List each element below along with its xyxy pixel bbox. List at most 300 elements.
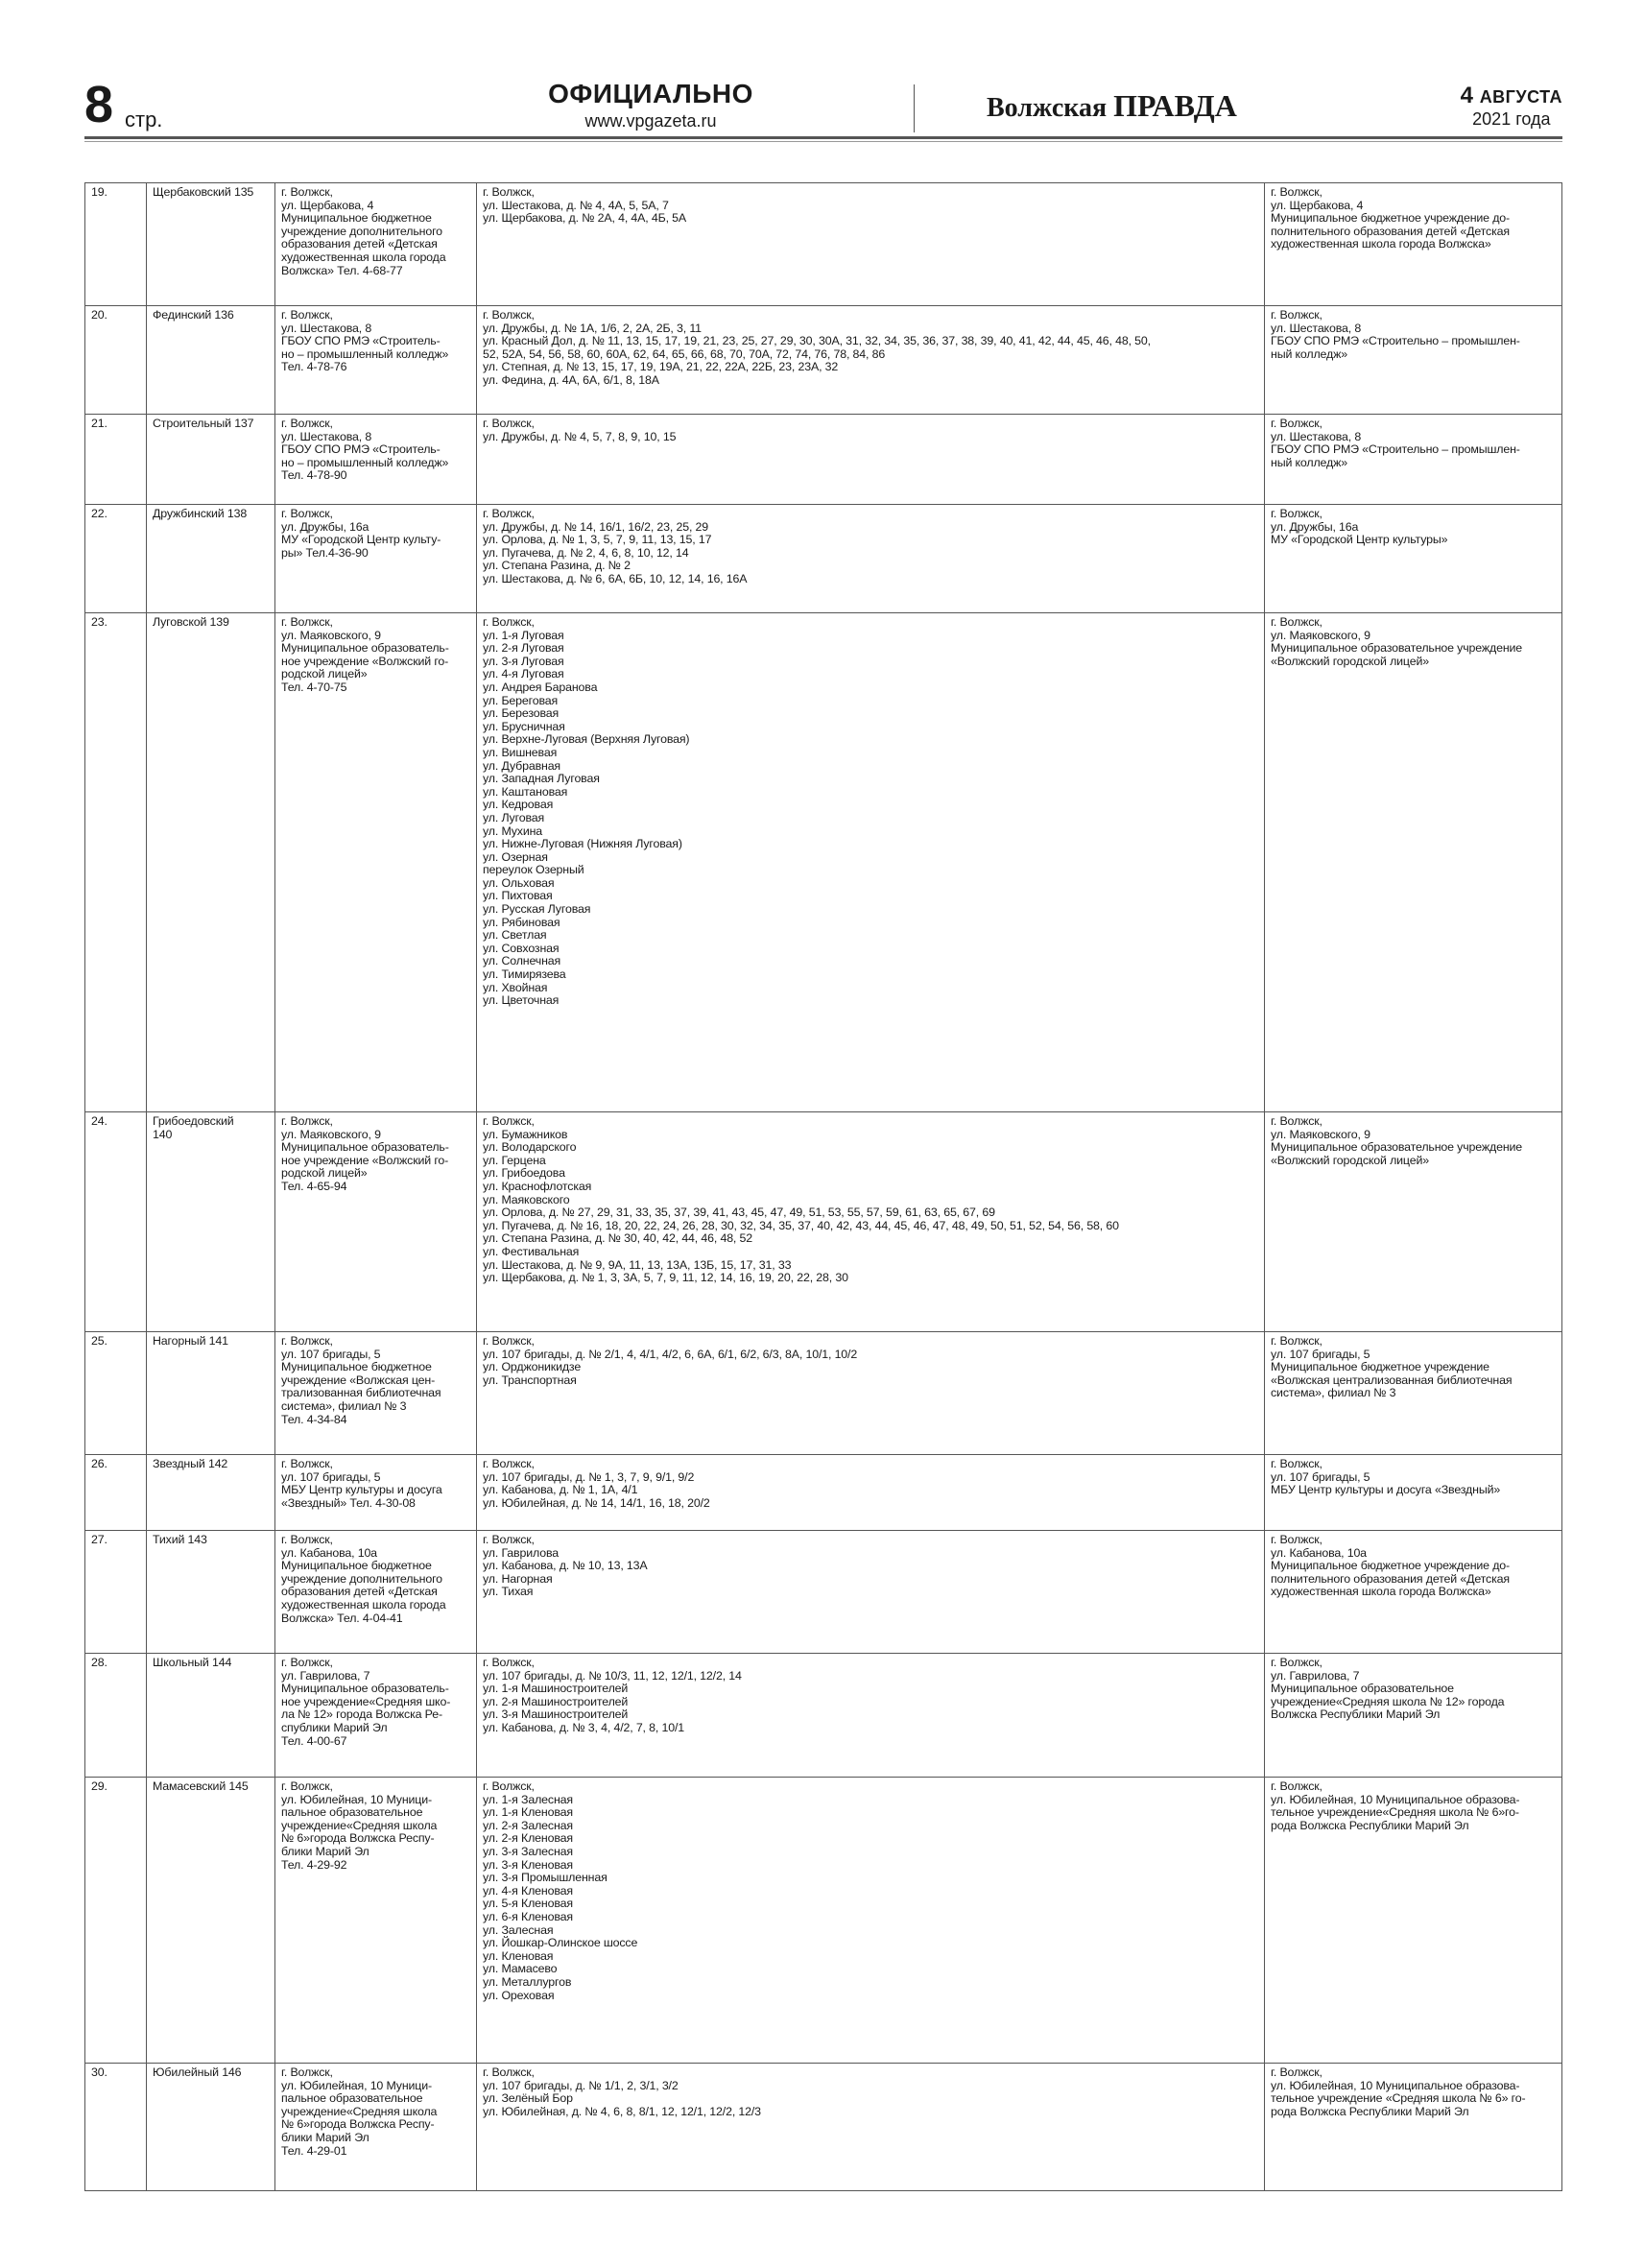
commission-location-line: ул. Кабанова, 10а	[1271, 1545, 1367, 1560]
district-streets-line: г. Волжск,	[483, 1656, 535, 1669]
page-label: стр.	[125, 107, 163, 131]
district-name-line: Звездный 142	[153, 1457, 228, 1470]
district-streets-line: ул. Нижне-Луговая (Нижняя Луговая)	[483, 837, 682, 851]
voting-place-line: г. Волжск,	[281, 1334, 333, 1348]
commission-location-line: ГБОУ СПО РМЭ «Строительно – промышлен-	[1271, 334, 1520, 348]
district-streets-line: ул. Залесная	[483, 1922, 554, 1937]
row-number-cell	[85, 1112, 147, 1332]
district-streets-line: ул. Бумажников	[483, 1127, 568, 1141]
voting-place-cell	[275, 415, 477, 505]
voting-place-line: ла № 12» города Волжска Ре-	[281, 1707, 442, 1722]
district-streets-line: ул. Нагорная	[483, 1571, 553, 1586]
voting-place-line: Тел. 4-70-75	[281, 680, 347, 694]
table-row	[85, 2064, 1562, 2191]
commission-location-line: г. Волжск,	[1271, 507, 1322, 520]
district-streets-line: ул. Дубравная	[483, 758, 560, 773]
commission-location-line: МУ «Городской Центр культуры»	[1271, 533, 1448, 547]
voting-place-line: система», филиал № 3	[281, 1398, 407, 1413]
row-number-cell	[85, 1332, 147, 1455]
district-name-line: Щербаковский 135	[153, 185, 254, 199]
voting-place-line: Муниципальное бюджетное	[281, 1360, 432, 1374]
date-day: 4	[1460, 83, 1474, 108]
district-streets-cell	[477, 505, 1265, 613]
voting-place-line: Тел. 4-78-76	[281, 360, 347, 374]
row-number-cell	[85, 2064, 147, 2191]
district-streets-line: ул. 107 бригады, д. № 1/1, 2, 3/1, 3/2	[483, 2078, 679, 2092]
date-year: 2021 года	[1472, 109, 1551, 129]
district-streets-line: ул. Степана Разина, д. № 30, 40, 42, 44, 46, 48, 52	[483, 1231, 753, 1246]
district-streets-cell	[477, 1531, 1265, 1654]
voting-place-line: ное учреждение «Волжский го-	[281, 1153, 449, 1167]
district-name-line: Тихий 143	[153, 1533, 207, 1546]
commission-location-line: «Волжская централизованная библиотечная	[1271, 1373, 1513, 1387]
district-streets-line: ул. Пугачева, д. № 16, 18, 20, 22, 24, 26, 28, 30, 32, 34, 35, 37, 40, 42, 43, 44, 45, 46, 47, 48, 49, 50, 51, 52, 54, 56, 58, 60	[483, 1218, 1119, 1232]
row-number-cell	[85, 1455, 147, 1531]
district-streets-line: ул. Йошкар-Олинское шоссе	[483, 1936, 638, 1950]
masthead-title: ПРАВДА	[1113, 88, 1237, 123]
district-streets-line: ул. Береговая	[483, 693, 559, 707]
commission-location-line: ул. Маяковского, 9	[1271, 628, 1370, 642]
district-streets-line: ул. Кабанова, д. № 3, 4, 4/2, 7, 8, 10/1	[483, 1720, 684, 1734]
header-rule-thin	[84, 141, 1562, 142]
commission-location-line: г. Волжск,	[1271, 308, 1322, 322]
district-streets-line: г. Волжск,	[483, 1533, 535, 1546]
district-streets-line: ул. 2-я Залесная	[483, 1818, 573, 1832]
district-streets-line: ул. Тихая	[483, 1585, 534, 1599]
voting-place-line: ул. Дружбы, 16а	[281, 519, 369, 534]
commission-location-line: Муниципальное образовательное	[1271, 1682, 1454, 1696]
district-streets-line: ул. Кабанова, д. № 10, 13, 13А	[483, 1559, 648, 1573]
commission-location-line: рода Волжска Республики Марий Эл	[1271, 1818, 1469, 1832]
voting-place-line: ул. Юбилейная, 10 Муници-	[281, 2078, 432, 2092]
row-number: 19.	[91, 185, 107, 199]
commission-location-line: г. Волжск,	[1271, 1533, 1322, 1546]
table-row	[85, 613, 1562, 1112]
district-streets-line: ул. Мамасево	[483, 1962, 558, 1976]
commission-location-cell	[1265, 505, 1562, 613]
voting-place-cell	[275, 1654, 477, 1778]
district-streets-line: ул. Светлая	[483, 928, 547, 943]
table-row	[85, 1455, 1562, 1531]
commission-location-line: г. Волжск,	[1271, 1457, 1322, 1470]
row-number: 22.	[91, 507, 107, 520]
district-name-cell	[147, 183, 275, 306]
row-number-cell	[85, 1531, 147, 1654]
district-streets-line: ул. 1-я Кленовая	[483, 1805, 573, 1820]
district-streets-line: ул. Транспортная	[483, 1373, 577, 1387]
table-row	[85, 1654, 1562, 1778]
masthead-city: Волжская	[987, 93, 1114, 123]
commission-location-line: учреждение«Средняя школа № 12» города	[1271, 1694, 1505, 1708]
district-name-line: Нагорный 141	[153, 1334, 228, 1348]
voting-place-line: Тел. 4-78-90	[281, 468, 347, 483]
commission-location-line: ул. Гаврилова, 7	[1271, 1668, 1360, 1683]
table-row	[85, 505, 1562, 613]
district-streets-cell	[477, 1778, 1265, 2064]
site-url: www.vpgazeta.ru	[584, 111, 717, 131]
district-streets-line: ул. Степная, д. № 13, 15, 17, 19, 19А, 21, 22, 22А, 22Б, 23, 23А, 32	[483, 360, 839, 374]
district-streets-line: ул. Грибоедова	[483, 1166, 565, 1181]
district-streets-line: г. Волжск,	[483, 615, 535, 629]
polling-stations-table	[84, 182, 1562, 2191]
header-rule-thick	[84, 136, 1562, 139]
district-streets-line: ул. Солнечная	[483, 954, 561, 968]
commission-location-line: ул. Шестакова, 8	[1271, 321, 1362, 335]
commission-location-line: Муниципальное образовательное учреждение	[1271, 1140, 1523, 1155]
voting-place-line: г. Волжск,	[281, 1114, 333, 1128]
district-streets-line: ул. 3-я Залесная	[483, 1844, 573, 1858]
voting-place-line: г. Волжск,	[281, 2065, 333, 2079]
commission-location-line: художественная школа города Волжска»	[1271, 1585, 1491, 1599]
voting-place-line: ул. Юбилейная, 10 Муници-	[281, 1792, 432, 1806]
table-row	[85, 1332, 1562, 1455]
commission-location-cell	[1265, 1778, 1562, 2064]
voting-place-line: № 6»города Волжска Респу-	[281, 2117, 435, 2132]
commission-location-cell	[1265, 2064, 1562, 2191]
issue-date	[1461, 83, 1562, 130]
row-number-cell	[85, 505, 147, 613]
voting-place-line: Муниципальное бюджетное	[281, 211, 432, 226]
voting-place-line: г. Волжск,	[281, 507, 333, 520]
voting-place-line: МУ «Городской Центр культу-	[281, 533, 441, 547]
newspaper-masthead	[987, 88, 1237, 124]
voting-place-cell	[275, 306, 477, 415]
district-streets-line: ул. Герцена	[483, 1153, 546, 1167]
voting-place-line: Муниципальное образователь-	[281, 1140, 449, 1155]
district-name-cell	[147, 1778, 275, 2064]
voting-place-line: МБУ Центр культуры и досуга	[281, 1483, 442, 1497]
voting-place-line: блики Марий Эл	[281, 1844, 369, 1858]
voting-place-line: блики Марий Эл	[281, 2130, 369, 2144]
district-streets-line: ул. 4-я Луговая	[483, 667, 564, 681]
commission-location-line: ул. Щербакова, 4	[1271, 198, 1364, 212]
district-streets-line: ул. Щербакова, д. № 2А, 4, 4А, 4Б, 5А	[483, 211, 687, 226]
district-name-cell	[147, 2064, 275, 2191]
district-streets-line: ул. 3-я Машиностроителей	[483, 1707, 629, 1722]
commission-location-cell	[1265, 306, 1562, 415]
voting-place-line: г. Волжск,	[281, 1457, 333, 1470]
district-name-cell	[147, 306, 275, 415]
district-streets-line: ул. Володарского	[483, 1140, 577, 1155]
district-name-cell	[147, 1654, 275, 1778]
voting-place-line: Тел. 4-65-94	[281, 1179, 347, 1193]
commission-location-line: тельное учреждение«Средняя школа № 6»го-	[1271, 1805, 1519, 1820]
row-number-cell	[85, 1654, 147, 1778]
district-name-line: Мамасевский 145	[153, 1779, 249, 1793]
voting-place-line: г. Волжск,	[281, 417, 333, 430]
commission-location-line: ул. Юбилейная, 10 Муниципальное образова-	[1271, 2078, 1520, 2092]
voting-place-cell	[275, 2064, 477, 2191]
commission-location-cell	[1265, 1332, 1562, 1455]
district-streets-line: ул. Шестакова, д. № 4, 4А, 5, 5А, 7	[483, 198, 669, 212]
voting-place-line: ул. Гаврилова, 7	[281, 1668, 370, 1683]
commission-location-line: «Волжский городской лицей»	[1271, 654, 1429, 668]
district-streets-line: ул. Шестакова, д. № 9, 9А, 11, 13, 13А, 13Б, 15, 17, 31, 33	[483, 1257, 792, 1272]
district-streets-cell	[477, 415, 1265, 505]
row-number: 25.	[91, 1334, 107, 1348]
district-streets-line: ул. Зелёный Бор	[483, 2091, 573, 2106]
district-name-line: 140	[153, 1127, 173, 1141]
table-row	[85, 1778, 1562, 2064]
commission-location-line: «Волжский городской лицей»	[1271, 1153, 1429, 1167]
voting-place-line: но – промышленный колледж»	[281, 455, 449, 469]
commission-location-line: Муниципальное бюджетное учреждение	[1271, 1360, 1489, 1374]
commission-location-line: г. Волжск,	[1271, 417, 1322, 430]
district-streets-line: ул. Верхне-Луговая (Верхняя Луговая)	[483, 732, 690, 747]
district-name-cell	[147, 415, 275, 505]
voting-place-line: Тел. 4-34-84	[281, 1412, 347, 1426]
district-streets-cell	[477, 1654, 1265, 1778]
district-streets-line: ул. Озерная	[483, 849, 548, 864]
commission-location-line: Волжска Республики Марий Эл	[1271, 1707, 1441, 1722]
voting-place-cell	[275, 1332, 477, 1455]
district-streets-line: ул. 2-я Кленовая	[483, 1831, 573, 1846]
voting-place-line: г. Волжск,	[281, 1656, 333, 1669]
commission-location-line: художественная школа города Волжска»	[1271, 237, 1491, 251]
district-streets-line: г. Волжск,	[483, 1779, 535, 1793]
voting-place-line: № 6»города Волжска Респу-	[281, 1831, 435, 1846]
district-name-cell	[147, 1531, 275, 1654]
district-streets-cell	[477, 1112, 1265, 1332]
voting-place-line: ул. 107 бригады, 5	[281, 1469, 381, 1484]
district-streets-cell	[477, 613, 1265, 1112]
district-streets-line: ул. Вишневая	[483, 745, 558, 759]
district-streets-cell	[477, 306, 1265, 415]
commission-location-cell	[1265, 415, 1562, 505]
district-streets-line: ул. Западная Луговая	[483, 772, 600, 786]
district-streets-line: ул. Дружбы, д. № 1А, 1/6, 2, 2А, 2Б, 3, 11	[483, 321, 702, 335]
page-header	[84, 77, 1562, 140]
district-streets-line: ул. Кабанова, д. № 1, 1А, 4/1	[483, 1483, 638, 1497]
voting-place-cell	[275, 505, 477, 613]
commission-location-line: г. Волжск,	[1271, 1779, 1322, 1793]
voting-place-line: ул. 107 бригады, 5	[281, 1347, 381, 1361]
district-streets-line: переулок Озерный	[483, 863, 584, 877]
voting-place-line: г. Волжск,	[281, 1779, 333, 1793]
voting-place-cell	[275, 1531, 477, 1654]
table-row	[85, 1112, 1562, 1332]
voting-place-cell	[275, 1455, 477, 1531]
district-streets-line: ул. Хвойная	[483, 980, 548, 994]
row-number: 27.	[91, 1533, 107, 1546]
table-row	[85, 1531, 1562, 1654]
row-number: 29.	[91, 1779, 107, 1793]
voting-place-line: художественная школа города	[281, 1597, 446, 1611]
voting-place-line: Тел. 4-00-67	[281, 1733, 347, 1748]
voting-place-line: «Звездный» Тел. 4-30-08	[281, 1495, 416, 1510]
voting-place-line: родской лицей»	[281, 667, 368, 681]
voting-place-line: ул. Маяковского, 9	[281, 628, 381, 642]
district-streets-cell	[477, 1332, 1265, 1455]
voting-place-line: образования детей «Детская	[281, 237, 438, 251]
voting-place-line: учреждение дополнительного	[281, 224, 442, 238]
commission-location-line: ул. Маяковского, 9	[1271, 1127, 1370, 1141]
district-name-cell	[147, 1112, 275, 1332]
row-number-cell	[85, 306, 147, 415]
district-streets-line: г. Волжск,	[483, 417, 535, 430]
commission-location-line: ГБОУ СПО РМЭ «Строительно – промышлен-	[1271, 442, 1520, 457]
commission-location-line: Муниципальное бюджетное учреждение до-	[1271, 1559, 1510, 1573]
district-streets-line: ул. Мухина	[483, 824, 543, 838]
voting-place-cell	[275, 613, 477, 1112]
district-streets-cell	[477, 2064, 1265, 2191]
voting-place-line: Муниципальное образователь-	[281, 641, 449, 656]
voting-place-line: родской лицей»	[281, 1166, 368, 1181]
district-streets-line: ул. Орджоникидзе	[483, 1360, 582, 1374]
commission-location-line: Муниципальное образовательное учреждение	[1271, 641, 1523, 656]
commission-location-line: рода Волжска Республики Марий Эл	[1271, 2104, 1469, 2118]
district-streets-line: ул. Каштановая	[483, 784, 568, 799]
voting-place-line: учреждение«Средняя школа	[281, 1818, 438, 1832]
commission-location-cell	[1265, 613, 1562, 1112]
district-streets-line: ул. Андрея Баранова	[483, 680, 598, 694]
header-divider	[914, 84, 915, 132]
district-streets-line: ул. 6-я Кленовая	[483, 1909, 573, 1923]
voting-place-line: пальное образовательное	[281, 1805, 423, 1820]
row-number-cell	[85, 183, 147, 306]
commission-location-line: Муниципальное бюджетное учреждение до-	[1271, 211, 1510, 226]
district-streets-line: ул. Кедровая	[483, 798, 554, 812]
commission-location-line: г. Волжск,	[1271, 1114, 1322, 1128]
district-streets-line: ул. 1-я Залесная	[483, 1792, 573, 1806]
row-number: 26.	[91, 1457, 107, 1470]
commission-location-line: ул. 107 бригады, 5	[1271, 1347, 1370, 1361]
voting-place-line: г. Волжск,	[281, 308, 333, 322]
district-streets-line: г. Волжск,	[483, 2065, 535, 2079]
table-row	[85, 415, 1562, 505]
voting-place-line: ры» Тел.4-36-90	[281, 545, 369, 560]
district-streets-line: ул. Совхозная	[483, 941, 560, 955]
district-streets-line: ул. Фестивальная	[483, 1244, 580, 1258]
row-number-cell	[85, 1778, 147, 2064]
district-streets-line: ул. Березовая	[483, 706, 560, 721]
commission-location-line: г. Волжск,	[1271, 1656, 1322, 1669]
commission-location-line: ный колледж»	[1271, 455, 1347, 469]
row-number: 24.	[91, 1114, 107, 1128]
section-block	[449, 79, 852, 131]
district-name-line: Юбилейный 146	[153, 2065, 242, 2079]
commission-location-line: ул. Дружбы, 16а	[1271, 519, 1359, 534]
district-streets-line: ул. Ольховая	[483, 875, 555, 890]
table-row	[85, 306, 1562, 415]
commission-location-line: полнительного образования детей «Детская	[1271, 224, 1510, 238]
district-streets-line: ул. 3-я Кленовая	[483, 1857, 573, 1872]
district-streets-cell	[477, 183, 1265, 306]
voting-place-line: Муниципальное образователь-	[281, 1682, 449, 1696]
district-streets-line: ул. Степана Разина, д. № 2	[483, 559, 631, 573]
district-name-line: Дружбинский 138	[153, 507, 248, 520]
page-number: 8	[84, 76, 114, 133]
row-number: 30.	[91, 2065, 107, 2079]
district-streets-line: ул. Федина, д. 4А, 6А, 6/1, 8, 18А	[483, 372, 659, 387]
table-body	[85, 183, 1562, 2191]
voting-place-line: учреждение«Средняя школа	[281, 2104, 438, 2118]
voting-place-line: художественная школа города	[281, 250, 446, 264]
row-number: 28.	[91, 1656, 107, 1669]
commission-location-cell	[1265, 1654, 1562, 1778]
voting-place-line: ГБОУ СПО РМЭ «Строитель-	[281, 334, 441, 348]
district-streets-line: г. Волжск,	[483, 308, 535, 322]
row-number: 20.	[91, 308, 107, 322]
district-name-line: Грибоедовский	[153, 1114, 234, 1128]
row-number: 23.	[91, 615, 107, 629]
row-number-cell	[85, 415, 147, 505]
commission-location-line: ул. Юбилейная, 10 Муниципальное образова-	[1271, 1792, 1520, 1806]
district-name-line: Фединский 136	[153, 308, 234, 322]
district-streets-line: ул. Ореховая	[483, 1988, 555, 2002]
commission-location-cell	[1265, 1455, 1562, 1531]
district-streets-line: ул. Гаврилова	[483, 1545, 559, 1560]
voting-place-line: ГБОУ СПО РМЭ «Строитель-	[281, 442, 441, 457]
voting-place-line: ул. Шестакова, 8	[281, 429, 372, 443]
district-streets-line: 52, 52А, 54, 56, 58, 60, 60А, 62, 64, 65, 66, 68, 70, 70А, 72, 74, 76, 78, 84, 86	[483, 346, 886, 361]
district-streets-line: ул. 1-я Луговая	[483, 628, 564, 642]
district-streets-line: ул. Шестакова, д. № 6, 6А, 6Б, 10, 12, 14, 16, 16А	[483, 571, 748, 585]
district-streets-line: г. Волжск,	[483, 1457, 535, 1470]
district-name-line: Луговской 139	[153, 615, 229, 629]
district-streets-line: ул. Орлова, д. № 1, 3, 5, 7, 9, 11, 13, 15, 17	[483, 533, 712, 547]
district-streets-line: ул. Брусничная	[483, 719, 565, 733]
district-streets-line: ул. Цветочная	[483, 993, 560, 1008]
district-streets-line: ул. Тимирязева	[483, 967, 566, 982]
table-row	[85, 183, 1562, 306]
district-streets-line: ул. Пихтовая	[483, 889, 553, 903]
district-streets-line: г. Волжск,	[483, 185, 535, 199]
commission-location-line: г. Волжск,	[1271, 2065, 1322, 2079]
commission-location-line: г. Волжск,	[1271, 185, 1322, 199]
commission-location-line: МБУ Центр культуры и досуга «Звездный»	[1271, 1483, 1501, 1497]
district-name-cell	[147, 1332, 275, 1455]
district-streets-line: ул. Юбилейная, д. № 14, 14/1, 16, 18, 20/2	[483, 1495, 710, 1510]
district-streets-line: ул. Русская Луговая	[483, 902, 591, 917]
voting-place-cell	[275, 1778, 477, 2064]
voting-place-line: Тел. 4-29-92	[281, 1857, 347, 1872]
voting-place-line: ул. Маяковского, 9	[281, 1127, 381, 1141]
row-number-cell	[85, 613, 147, 1112]
voting-place-line: Тел. 4-29-01	[281, 2143, 347, 2158]
district-streets-line: ул. Дружбы, д. № 14, 16/1, 16/2, 23, 25, 29	[483, 519, 709, 534]
district-streets-line: ул. Юбилейная, д. № 4, 6, 8, 8/1, 12, 12/1, 12/2, 12/3	[483, 2104, 761, 2118]
district-streets-line: ул. Щербакова, д. № 1, 3, 3А, 5, 7, 9, 11, 12, 14, 16, 19, 20, 22, 28, 30	[483, 1271, 848, 1285]
voting-place-line: спублики Марий Эл	[281, 1720, 388, 1734]
voting-place-cell	[275, 183, 477, 306]
voting-place-line: учреждение «Волжская цен-	[281, 1373, 436, 1387]
voting-place-line: г. Волжск,	[281, 1533, 333, 1546]
district-streets-line: ул. Пугачева, д. № 2, 4, 6, 8, 10, 12, 14	[483, 545, 689, 560]
commission-location-cell	[1265, 183, 1562, 306]
district-streets-line: ул. 5-я Кленовая	[483, 1897, 573, 1911]
section-title: ОФИЦИАЛЬНО	[548, 79, 753, 108]
voting-place-line: пальное образовательное	[281, 2091, 423, 2106]
commission-location-line: ул. Шестакова, 8	[1271, 429, 1362, 443]
voting-place-line: трализованная библиотечная	[281, 1386, 441, 1400]
district-name-cell	[147, 505, 275, 613]
commission-location-line: ный колледж»	[1271, 346, 1347, 361]
district-streets-line: ул. 1-я Машиностроителей	[483, 1682, 629, 1696]
district-name-cell	[147, 1455, 275, 1531]
voting-place-line: Волжска» Тел. 4-68-77	[281, 263, 403, 277]
commission-location-line: ул. 107 бригады, 5	[1271, 1469, 1370, 1484]
district-streets-line: ул. 3-я Промышленная	[483, 1871, 608, 1885]
district-streets-line: ул. Луговая	[483, 810, 545, 824]
voting-place-line: г. Волжск,	[281, 185, 333, 199]
district-streets-line: г. Волжск,	[483, 1114, 535, 1128]
voting-place-cell	[275, 1112, 477, 1332]
commission-location-line: тельное учреждение «Средняя школа № 6» го-	[1271, 2091, 1526, 2106]
voting-place-line: г. Волжск,	[281, 615, 333, 629]
district-name-cell	[147, 613, 275, 1112]
voting-place-line: ул. Кабанова, 10а	[281, 1545, 377, 1560]
